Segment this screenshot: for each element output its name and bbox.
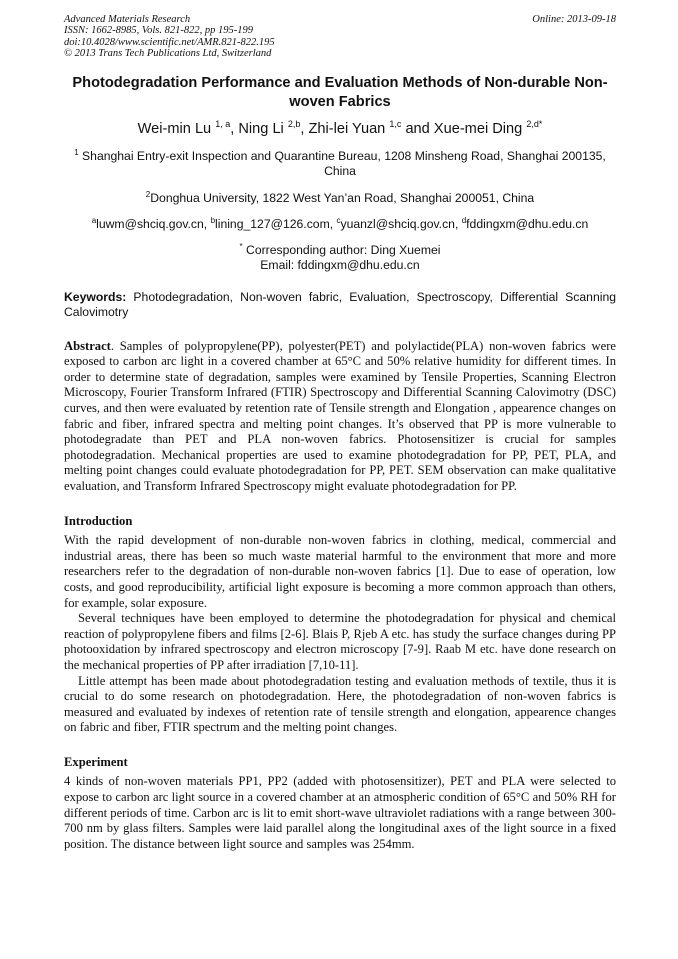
keywords-label: Keywords: [64, 289, 127, 304]
issn-line: ISSN: 1662-8985, Vols. 821-822, pp 195-199 [64, 25, 253, 37]
abstract [64, 339, 616, 495]
journal-name: Advanced Materials Research [64, 14, 191, 25]
email-superscript: b [210, 215, 216, 225]
corresponding-author [64, 239, 616, 273]
email-address[interactable]: lining_127@126.com, [215, 216, 337, 231]
email-superscript: d [461, 215, 467, 225]
affiliation-2 [64, 187, 616, 206]
corresponding-text: Corresponding author: Ding Xuemei [242, 242, 441, 257]
introduction-heading: Introduction [64, 513, 133, 528]
email-list [64, 213, 616, 232]
online-date: Online: 2013-09-18 [532, 14, 616, 25]
corresponding-line [64, 239, 616, 258]
journal-header [64, 14, 616, 60]
experiment-paragraph: 4 kinds of non-woven materials PP1, PP2 (added with photosensitizer), PET and PLA were selected to expose to carbon arc light source in a covered chamber at an atmospheric condition of 65°C and 50% RH for different periods of time. Carbon arc is lit to emit short-wave ultraviolet radiations with a range between 300-700 nm by glass filters. Samples were laid parallel along the longitudinal axes of the light source in a fixed position. The distance between light source and samples was 254mm. [64, 774, 616, 851]
affiliation-superscript: 1 [74, 147, 79, 157]
paper-page [64, 14, 616, 852]
keywords-text: Photodegradation, Non-woven fabric, Evaluation, Spectroscopy, Differential Scanning Calovimotry [64, 289, 616, 319]
abstract-label: Abstract [64, 338, 111, 353]
email-superscript: c [336, 215, 341, 225]
email-address[interactable]: yuanzl@shciq.gov.cn, [340, 216, 462, 231]
author-separator: , [300, 120, 309, 137]
keywords [64, 290, 616, 320]
author-superscript: 2,b [287, 118, 301, 129]
copyright-line: © 2013 Trans Tech Publications Ltd, Switzerland [64, 48, 272, 60]
experiment-heading: Experiment [64, 754, 128, 769]
publication-meta [64, 14, 275, 60]
author-superscript: 1, a [215, 118, 231, 129]
author-name: Xue-mei Ding [433, 120, 523, 137]
author-list [64, 115, 616, 139]
abstract-text: . Samples of polypropylene(PP), polyester(PET) and polylactide(PLA) non-woven fabrics were exposed to carbon arc light in a covered chamber at 65°C and 50% relative humidity for different times. In order to determine state of degradation, samples were examined by Tensile Properties, Scanning Electron Microscopy, Fourier Transform Infrared (FTIR) Spectroscopy and Differential Scanning Calovimotry (DSC) curves, and then were evaluated by retention rate of Tensile strength and Elongation , appearence changes on fabric and fiber, infrared spectra and melting point changes. It’s observed that PP is more vulnerable to photodegradate than PET and PLA non-woven fabrics. Photosensitizer is crucial for samples photodegradation. Mechanical properties are used to examine photodegradation for PP, PET, PLA, and melting point changes could evaluate photodegradation for PP, PET. SEM observation can make qualitative evaluation, and Transform Infrared Spectroscopy might evaluate photodegradation for PP. [64, 338, 616, 493]
author-name: Ning Li [238, 120, 284, 137]
paper-title: Photodegradation Performance and Evaluation Methods of Non-durable Non-woven Fabrics [72, 74, 608, 110]
corresponding-superscript: * [239, 241, 243, 251]
author-superscript: 1,c [389, 118, 402, 129]
corresponding-email[interactable]: Email: fddingxm@dhu.edu.cn [260, 257, 420, 272]
email-address[interactable]: luwm@shciq.gov.cn, [96, 216, 211, 231]
affiliation-1 [64, 145, 616, 179]
doi-line: doi:10.4028/www.scientific.net/AMR.821-822.195 [64, 36, 275, 48]
affiliation-text: Donghua University, 1822 West Yan’an Road, Shanghai 200051, China [150, 190, 535, 205]
author-separator: and [401, 120, 434, 137]
email-superscript: a [91, 215, 97, 225]
email-address[interactable]: fddingxm@dhu.edu.cn [466, 216, 589, 231]
affiliation-superscript: 2 [145, 189, 151, 199]
introduction-paragraph: With the rapid development of non-durable non-woven fabrics in clothing, medical, commercial and industrial areas, there has been so much waste material harmful to the environment that more and more researchers refer to the degradation of non-durable non-woven fabrics [1]. Due to ease of operation, low costs, and good reproducibility, artificial light exposure is becoming a more common approach than others, for example, solar exposure. [64, 533, 616, 610]
introduction-paragraph: Several techniques have been employed to determine the photodegradation for physical and chemical reaction of polypropylene fibers and films [2-6]. Blais P, Rjeb A etc. has study the surface changes during PP photooxidation by infrared spectroscopy and electron microscopy [7-9]. Raab M etc. have done research on the mechanical properties of PP after irradiation [7,10-11]. [64, 611, 616, 672]
author-separator: , [230, 120, 239, 137]
introduction-paragraph: Little attempt has been made about photodegradation testing and evaluation methods of textile, thus it is crucial to do some research on photodegradation. Here, the photodegradation of non-woven fabrics is measured and evaluated by indexes of retention rate of tensile strength and elongation, appearence changes on fabric and fiber, FTIR spectrum and the melting point changes. [64, 673, 616, 735]
author-name: Zhi-lei Yuan [308, 120, 386, 137]
author-name: Wei-min Lu [137, 120, 212, 137]
author-superscript: 2,d* [526, 118, 543, 129]
affiliation-text: Shanghai Entry-exit Inspection and Quarantine Bureau, 1208 Minsheng Road, Shanghai 200135, China [78, 148, 606, 178]
